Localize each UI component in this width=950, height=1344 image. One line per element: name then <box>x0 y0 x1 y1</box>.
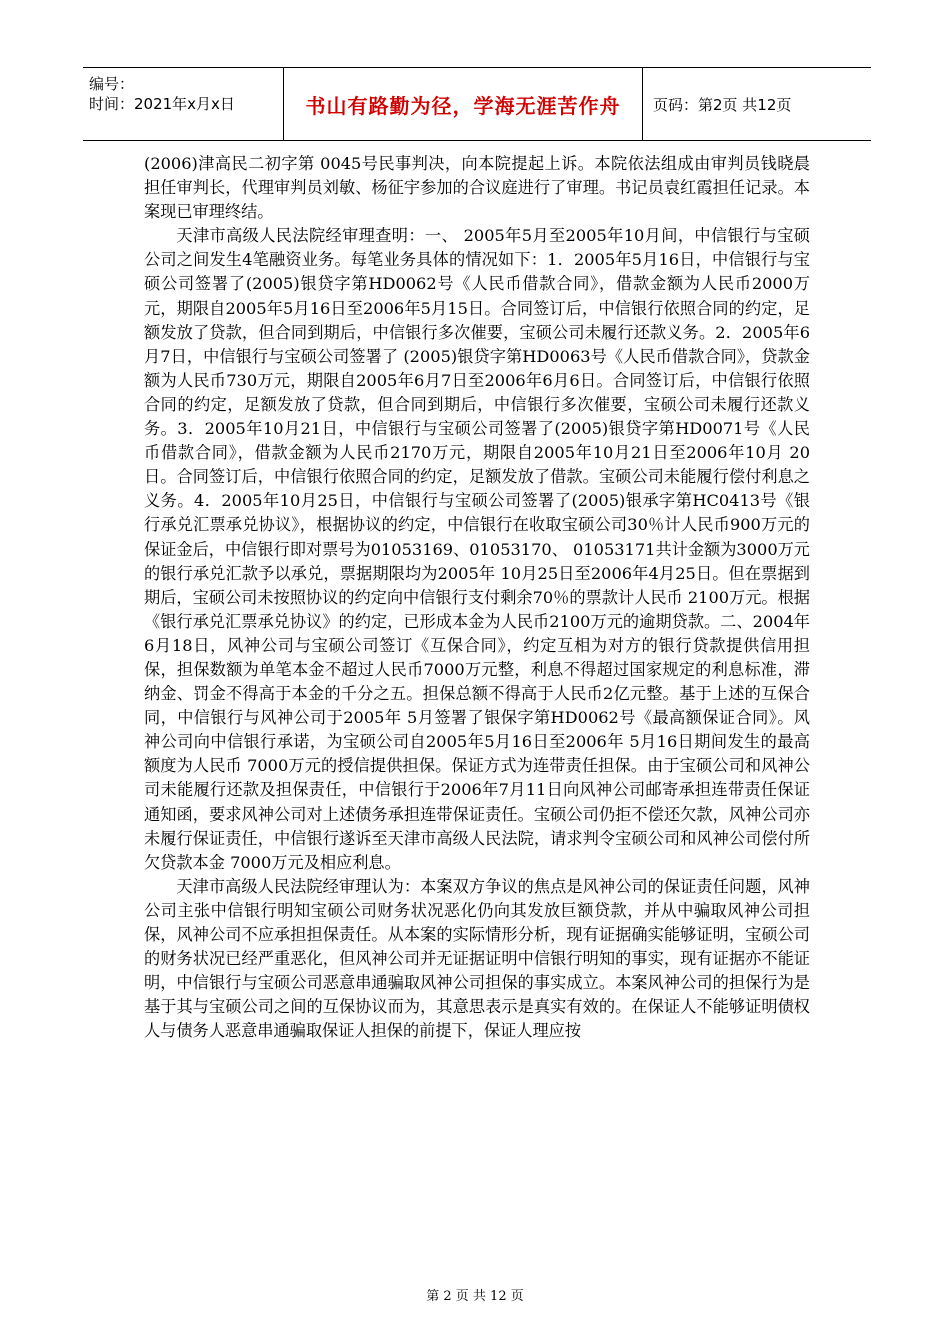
page-footer: 第 2 页 共 12 页 <box>426 1289 524 1304</box>
header-meta <box>83 68 283 140</box>
body-paragraph: 天津市高级人民法院经审理认为：本案双方争议的焦点是风神公司的保证责任问题，风神公司主张中信银行明知宝硕公司财务状况恶化仍向其发放巨额贷款，并从中骗取风神公司担保，风神公司不应承担担保责任。从本案的实际情形分析，现有证据确实能够证明，宝硕公司的财务状况已经严重恶化，但风神公司并无证据证明中信银行明知的事实，现有证据亦不能证明，中信银行与宝硕公司恶意串通骗取风神公司担保的事实成立。本案风神公司的担保行为是基于其与宝硕公司之间的互保协议而为，其意思表示是真实有效的。在保证人不能够证明债权人与债务人恶意串通骗取保证人担保的前提下，保证人理应按 <box>144 876 810 1041</box>
header-motto: 书山有路勤为径，学海无涯苦作舟 <box>283 68 643 140</box>
page-header <box>83 67 871 141</box>
body-paragraph: (2006)津高民二初字第 0045号民事判决，向本院提起上诉。本院依法组成由审判员钱晓晨担任审判长，代理审判员刘敏、杨征宇参加的合议庭进行了审理。书记员袁红霞担任记录。本案现已审理终结。 <box>144 154 810 222</box>
header-page-info: 页码：第2页 共12页 <box>653 95 792 114</box>
document-time-label: 时间：2021年x月x日 <box>89 95 235 113</box>
document-body <box>144 152 810 1043</box>
document-number-label: 编号： <box>89 75 135 93</box>
body-paragraph: 天津市高级人民法院经审理查明：一、 2005年5月至2005年10月间，中信银行与宝硕公司之间发生4笔融资业务。每笔业务具体的情况如下：1．2005年5月16日，中信银行与宝硕公司签署了(2005)银贷字第HD0062号《人民币借款合同》，借款金额为人民币2000万元，期限自2005年5月16日至2006年5月15日。合同签订后，中信银行依照合同的约定，足额发放了贷款，但合同到期后，中信银行多次催要，宝硕公司未履行还款义务。2．2005年6月7日，中信银行与宝硕公司签署了 (2005)银贷字第HD0063号《人民币借款合同》，贷款金额为人民币730万元，期限自2005年6月7日至2006年6月6日。合同签订后，中信银行依照合同的约定，足额发放了贷款，但合同到期后，中信银行多次催要，宝硕公司未履行还款义务。3．2005年10月21日，中信银行与宝硕公司签署了(2005)银贷字第HD0071号《人民币借款合同》，借款金额为人民币2170万元，期限自2005年10月21日至2006年10月 20日。合同签订后，中信银行依照合同的约定，足额发放了借款。宝硕公司未能履行偿付利息之义务。4．2005年10月25日，中信银行与宝硕公司签署了(2005)银承字第HC0413号《银行承兑汇票承兑协议》，根据协议的约定，中信银行在收取宝硕公司30％计人民币900万元的保证金后，中信银行即对票号为01053169、01053170、 01053171共计金额为3000万元的银行承兑汇款予以承兑，票据期限均为2005年 10月25日至2006年4月25日。但在票据到期后，宝硕公司未按照协议的约定向中信银行支付剩余70％的票款计人民币 2100万元。根据《银行承兑汇票承兑协议》的约定，已形成本金为人民币2100万元的逾期贷款。二、2004年6月18日，风神公司与宝硕公司签订《互保合同》，约定互相为对方的银行贷款提供信用担保，担保数额为单笔本金不超过人民币7000万元整，利息不得超过国家规定的利息标准，滞纳金、罚金不得高于本金的千分之五。担保总额不得高于人民币2亿元整。基于上述的互保合同，中信银行与风神公司于2005年 5月签署了银保字第HD0062号《最高额保证合同》。风神公司向中信银行承诺，为宝硕公司自2005年5月16日至2006年 5月16日期间发生的最高额度为人民币 7000万元的授信提供担保。保证方式为连带责任担保。由于宝硕公司和风神公司未能履行还款及担保责任，中信银行于2006年7月11日向风神公司邮寄承担连带责任保证通知函，要求风神公司对上述债务承担连带保证责任。宝硕公司仍拒不偿还欠款，风神公司亦未履行保证责任，中信银行遂诉至天津市高级人民法院，请求判令宝硕公司和风神公司偿付所欠贷款本金 7000万元及相应利息。 <box>144 226 810 872</box>
